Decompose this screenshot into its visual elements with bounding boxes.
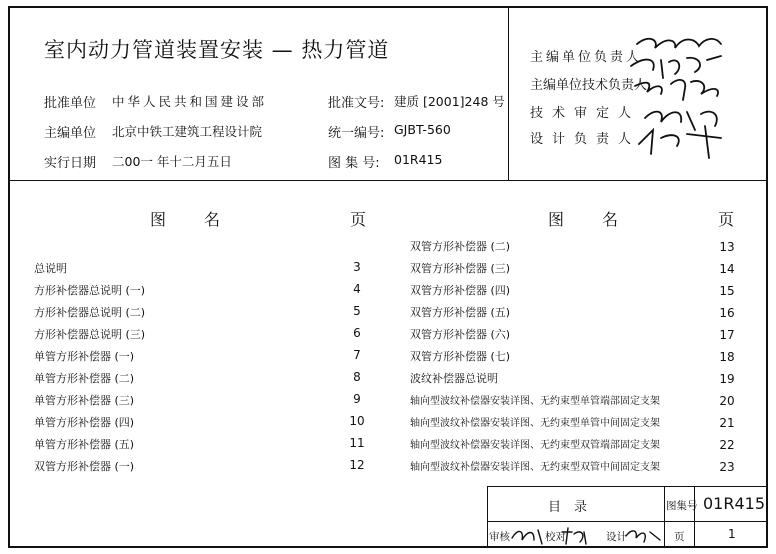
signature-handwriting [625, 22, 745, 172]
toc-right-page: 15 [719, 284, 735, 298]
toc-right-item: 轴向型波纹补偿器安装详图、无约束型单管中间固定支架 [410, 418, 660, 429]
toc-right-item: 波纹补偿器总说明 [410, 372, 498, 385]
toc-right-item: 双管方形补偿器 (四) [410, 284, 511, 297]
responsible-reviewer: 技术审定人 [530, 106, 641, 121]
toc-right-page: 18 [719, 350, 735, 364]
title-block-left [487, 486, 488, 548]
responsible-tech-editor: 主编单位技术负责人 [530, 78, 648, 93]
toc-left-item: 单管方形补偿器 (五) [34, 438, 135, 451]
toc-left-page: 8 [353, 370, 361, 384]
toc-right-item: 双管方形补偿器 (七) [410, 350, 511, 363]
toc-left-item: 单管方形补偿器 (四) [34, 416, 135, 429]
page-number: 1 [728, 527, 736, 541]
toc-right-item: 双管方形补偿器 (六) [410, 328, 511, 341]
catalog-title: 目 录 [548, 500, 588, 515]
toc-right-item: 轴向型波纹补偿器安装详图、无约束型双管端部固定支架 [410, 440, 660, 451]
toc-left-item: 单管方形补偿器 (二) [34, 372, 135, 385]
toc-right-page: 14 [719, 262, 735, 276]
toc-right-item: 双管方形补偿器 (二) [410, 240, 511, 253]
toc-right-page: 19 [719, 372, 735, 386]
atlas-label: 图集号 [666, 500, 698, 512]
toc-right-page: 13 [719, 240, 735, 254]
toc-left-page: 7 [353, 348, 361, 362]
toc-right-item: 双管方形补偿器 (五) [410, 306, 511, 319]
atlas-no-label: 图 集 号: [328, 156, 380, 171]
atlas-number: 01R415 [703, 494, 766, 513]
header-bottom-line [8, 180, 768, 181]
editor-unit: 北京中铁工建筑工程设计院 [112, 124, 263, 139]
toc-left-page: 11 [349, 436, 365, 450]
toc-left-item: 单管方形补偿器 (一) [34, 350, 135, 363]
toc-right-page: 20 [719, 394, 735, 408]
effective-date: 二00一 年十二月五日 [112, 154, 232, 169]
unified-no-label: 统一编号: [328, 126, 385, 141]
approval-doc-label: 批准文号: [328, 96, 385, 111]
toc-left-page: 10 [349, 414, 365, 428]
toc-left-page: 4 [353, 282, 361, 296]
toc-left-page: 5 [353, 304, 361, 318]
toc-left-item: 双管方形补偿器 (一) [34, 460, 135, 473]
toc-right-page: 21 [719, 416, 735, 430]
page-label: 页 [674, 531, 685, 543]
toc-left-item: 方形补偿器总说明 (二) [34, 306, 146, 319]
responsible-chief-editor: 主编单位负责人 [530, 50, 643, 65]
toc-right-page: 22 [719, 438, 735, 452]
check-label: 校对 [545, 531, 566, 543]
toc-left-name-header: 图 名 [150, 210, 223, 229]
toc-left-item: 总说明 [34, 262, 67, 275]
review-label: 审核 [489, 531, 510, 543]
toc-right-item: 轴向型波纹补偿器安装详图、无约束型单管端部固定支架 [410, 396, 660, 407]
title-block-signatures [510, 522, 664, 548]
design-label: 设计 [606, 531, 627, 543]
title-block-div2 [694, 486, 695, 548]
toc-right-item: 双管方形补偿器 (三) [410, 262, 511, 275]
date-label: 实行日期 [44, 156, 97, 171]
toc-right-page: 16 [719, 306, 735, 320]
approval-doc: 建质 [2001]248 号 [394, 94, 505, 109]
unified-no: GJBT-560 [394, 122, 451, 137]
toc-left-page: 12 [349, 458, 365, 472]
toc-right-name-header: 图 名 [548, 210, 621, 229]
page-title: 室内动力管道装置安装 — 热力管道 [44, 38, 390, 62]
header-divider [508, 6, 509, 180]
toc-right-page: 17 [719, 328, 735, 342]
toc-right-page-header: 页 [718, 210, 737, 229]
toc-left-item: 方形补偿器总说明 (三) [34, 328, 146, 341]
editor-unit-label: 主编单位 [44, 126, 97, 141]
toc-left-page: 6 [353, 326, 361, 340]
title-block-div1 [664, 486, 665, 548]
toc-right-page: 23 [719, 460, 735, 474]
toc-left-item: 单管方形补偿器 (三) [34, 394, 135, 407]
responsible-designer: 设计负责人 [530, 132, 641, 147]
atlas-no: 01R415 [394, 152, 443, 167]
toc-right-item: 轴向型波纹补偿器安装详图、无约束型双管中间固定支架 [410, 462, 660, 473]
toc-left-item: 方形补偿器总说明 (一) [34, 284, 146, 297]
approval-unit-label: 批准单位 [44, 96, 97, 111]
toc-left-page: 3 [353, 260, 361, 274]
title-block-top [487, 486, 768, 487]
toc-left-page-header: 页 [350, 210, 369, 229]
approval-unit: 中华人民共和国建设部 [112, 94, 268, 109]
toc-left-page: 9 [353, 392, 361, 406]
